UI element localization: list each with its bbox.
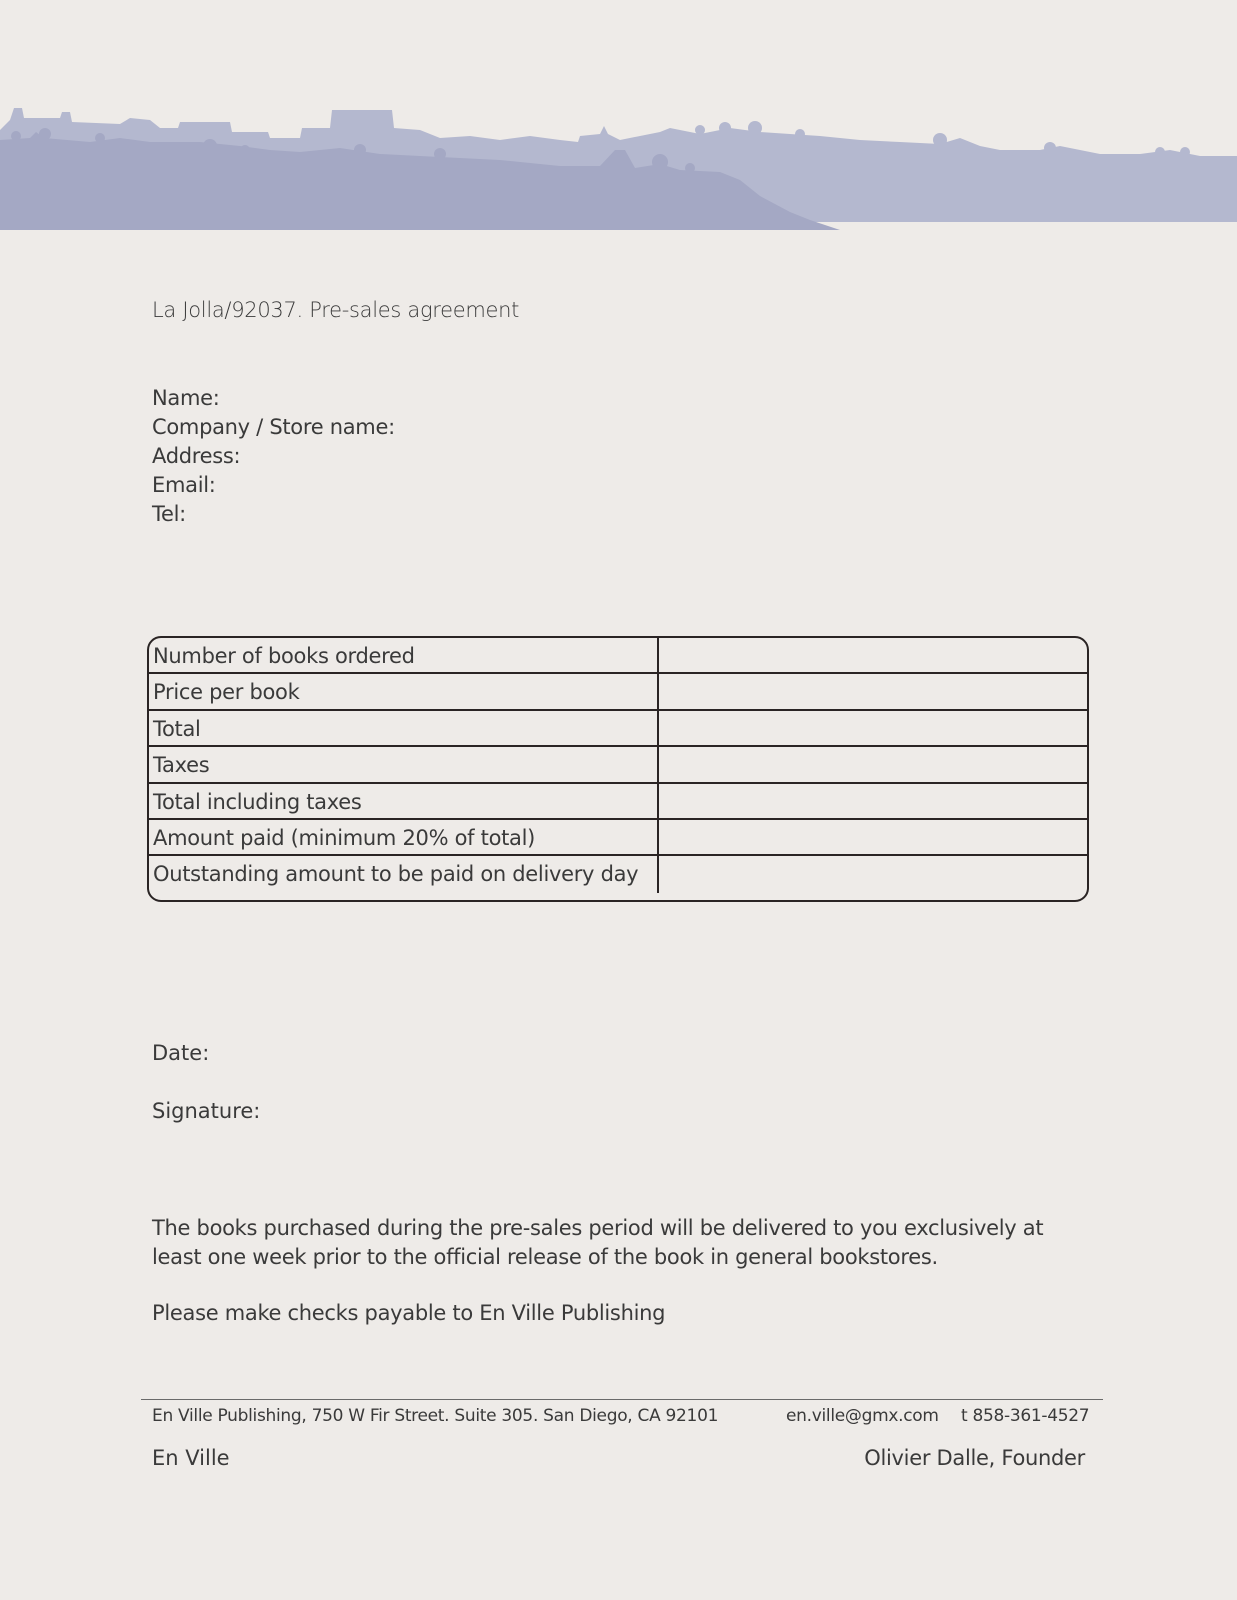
row-label: Outstanding amount to be paid on delivery day [149,856,659,892]
row-value-cell[interactable] [659,747,1087,781]
table-row [149,747,1087,783]
tel-field-label: Tel: [152,502,186,526]
row-label: Price per book [149,674,659,708]
row-value-cell[interactable] [659,856,1087,892]
table-row [149,638,1087,674]
address-field-label: Address: [152,444,241,468]
row-label: Total [149,711,659,745]
brand-name: En Ville [152,1446,230,1470]
footer-email: en.ville@gmx.com [786,1406,939,1426]
row-value-cell[interactable] [659,820,1087,854]
table-row [149,820,1087,856]
founder-credit: Olivier Dalle, Founder [864,1446,1085,1470]
signature-label: Signature: [152,1099,261,1123]
order-summary-table [147,636,1089,902]
row-label: Number of books ordered [149,638,659,672]
document-title: La Jolla/92037. Pre-sales agreement [152,298,520,322]
payment-instruction: Please make checks payable to En Ville Publishing [152,1301,666,1325]
row-label: Taxes [149,747,659,781]
row-label: Amount paid (minimum 20% of total) [149,820,659,854]
row-value-cell[interactable] [659,784,1087,818]
table-row [149,674,1087,710]
footer-divider [141,1399,1103,1400]
customer-fields [152,384,395,529]
company-field-label: Company / Store name: [152,415,395,439]
row-value-cell[interactable] [659,711,1087,745]
footer-address: En Ville Publishing, 750 W Fir Street. Suite 305. San Diego, CA 92101 [152,1406,719,1426]
row-label: Total including taxes [149,784,659,818]
email-field-label: Email: [152,473,216,497]
footer-telephone: t 858-361-4527 [961,1406,1090,1426]
table-row [149,856,1087,892]
table-row [149,784,1087,820]
row-value-cell[interactable] [659,674,1087,708]
table-row [149,711,1087,747]
name-field-label: Name: [152,386,220,410]
date-label: Date: [152,1041,210,1065]
row-value-cell[interactable] [659,638,1087,672]
city-skyline-banner [0,0,1237,240]
delivery-notice: The books purchased during the pre-sales period will be delivered to you exclusively at least one week prior to the official release of the book in general bookstores. [152,1216,1044,1269]
